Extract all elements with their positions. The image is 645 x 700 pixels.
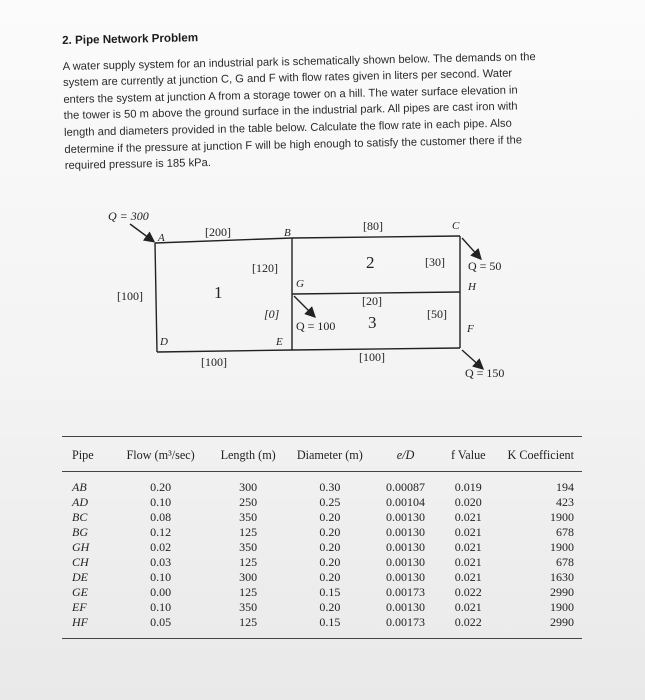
loop-2-number: 2 — [366, 253, 375, 272]
cell-roughness: 0.00130 — [386, 555, 426, 569]
label-len-hf: [50] — [427, 307, 447, 321]
cell-k-coefficient: 678 — [556, 525, 574, 539]
cell-k-coefficient: 1900 — [550, 510, 574, 524]
problem-line: required pressure is 185 kPa. — [64, 157, 212, 173]
node-c: C — [452, 220, 460, 232]
cell-k-coefficient: 678 — [556, 555, 574, 569]
cell-roughness: 0.00130 — [386, 600, 426, 614]
cell-length: 125 — [239, 555, 258, 569]
cell-flow: 0.20 — [150, 480, 172, 494]
table-row — [62, 585, 582, 600]
cell-f-value: 0.020 — [454, 495, 482, 509]
cell-diameter: 0.20 — [319, 540, 341, 554]
cell-diameter: 0.20 — [319, 555, 341, 569]
cell-k-coefficient: 194 — [556, 480, 574, 494]
header-diameter: Diameter (m) — [296, 448, 363, 462]
cell-diameter: 0.20 — [319, 600, 341, 614]
cell-f-value: 0.021 — [454, 525, 482, 539]
problem-line: the tower is 50 m above the ground surface in the industrial park. All pipes are cast iron with — [63, 100, 518, 123]
cell-f-value: 0.022 — [454, 615, 482, 629]
cell-f-value: 0.021 — [454, 570, 482, 584]
cell-length: 250 — [239, 495, 258, 509]
cell-pipe: EF — [72, 600, 87, 614]
cell-length: 125 — [239, 525, 258, 539]
cell-roughness: 0.00130 — [386, 510, 426, 524]
loop-1-number: 1 — [214, 283, 223, 302]
node-d: D — [160, 336, 168, 348]
node-e: E — [276, 336, 283, 348]
problem-line: length and diameters provided in the table below. Calculate the flow rate in each pipe. Also — [63, 117, 512, 139]
cell-k-coefficient: 1630 — [550, 570, 574, 584]
cell-pipe: BC — [72, 510, 88, 524]
cell-f-value: 0.021 — [454, 555, 482, 569]
cell-diameter: 0.20 — [319, 525, 341, 539]
node-f: F — [467, 323, 474, 335]
cell-pipe: BG — [72, 525, 88, 539]
cell-k-coefficient: 1900 — [550, 540, 574, 554]
cell-length: 300 — [239, 570, 258, 584]
cell-flow: 0.03 — [150, 555, 172, 569]
cell-pipe: AD — [72, 495, 88, 509]
cell-length: 350 — [239, 510, 258, 524]
label-len-ab: [200] — [205, 225, 231, 239]
table-row — [62, 510, 582, 525]
node-g: G — [296, 278, 304, 290]
label-len-ch: [30] — [425, 255, 445, 269]
outflow-arrow-c — [462, 238, 480, 258]
cell-f-value: 0.021 — [454, 510, 482, 524]
cell-length: 300 — [239, 480, 258, 494]
problem-line: determine if the pressure at junction F will be high enough to satisfy the customer there if the — [64, 133, 523, 156]
cell-length: 125 — [239, 615, 258, 629]
label-len-gh: [20] — [362, 294, 382, 308]
table-row — [62, 555, 582, 570]
cell-flow: 0.05 — [150, 615, 172, 629]
cell-diameter: 0.15 — [319, 615, 341, 629]
header-length: Length (m) — [220, 448, 276, 462]
cell-diameter: 0.15 — [319, 585, 341, 599]
cell-k-coefficient: 1900 — [550, 600, 574, 614]
cell-flow: 0.10 — [150, 495, 172, 509]
cell-flow: 0.10 — [150, 600, 172, 614]
table-bottom-rule — [62, 638, 582, 639]
cell-f-value: 0.021 — [454, 540, 482, 554]
cell-k-coefficient: 2990 — [550, 615, 574, 629]
label-q-a: Q = 300 — [108, 209, 149, 223]
label-len-ad: [100] — [117, 289, 143, 303]
table-row — [62, 600, 582, 615]
cell-k-coefficient: 2990 — [550, 585, 574, 599]
cell-diameter: 0.20 — [319, 570, 341, 584]
cell-pipe: HF — [72, 615, 88, 629]
problem-line: enters the system at junction A from a storage tower on a hill. The water surface elevation in — [63, 84, 518, 106]
cell-pipe: CH — [72, 555, 89, 569]
header-roughness: e/D — [396, 448, 415, 462]
header-flow: Flow (m³/sec) — [126, 448, 195, 462]
cell-diameter: 0.20 — [319, 510, 341, 524]
table-row — [62, 525, 582, 540]
label-q-g: Q = 100 — [296, 319, 336, 333]
cell-flow: 0.02 — [150, 540, 172, 554]
label-q-f: Q = 150 — [465, 366, 505, 380]
problem-heading: 2. Pipe Network Problem — [62, 31, 199, 47]
label-q-c: Q = 50 — [468, 259, 502, 273]
loop-3-number: 3 — [368, 313, 377, 332]
cell-k-coefficient: 423 — [556, 495, 574, 509]
cell-diameter: 0.30 — [319, 480, 341, 494]
table-row — [62, 495, 582, 510]
cell-diameter: 0.25 — [319, 495, 341, 509]
cell-f-value: 0.022 — [454, 585, 482, 599]
table-top-rule — [62, 436, 582, 437]
cell-roughness: 0.00130 — [386, 525, 426, 539]
cell-pipe: AB — [72, 480, 87, 494]
label-len-bg: [120] — [252, 261, 278, 275]
cell-pipe: GE — [72, 585, 88, 599]
problem-line: system are currently at junction C, G and F with flow rates given in liters per second. Water — [62, 67, 513, 90]
inflow-arrow-a — [130, 224, 153, 241]
header-k-coefficient: K Coefficient — [507, 448, 574, 462]
cell-flow: 0.08 — [150, 510, 172, 524]
node-h: H — [468, 281, 476, 293]
cell-roughness: 0.00173 — [386, 615, 426, 629]
cell-flow: 0.12 — [150, 525, 172, 539]
label-len-ge: [0] — [264, 307, 280, 321]
cell-roughness: 0.00173 — [386, 585, 426, 599]
header-f-value: f Value — [450, 448, 486, 462]
cell-length: 350 — [239, 540, 258, 554]
pipe-bc — [292, 236, 460, 238]
header-pipe: Pipe — [72, 448, 94, 462]
cell-roughness: 0.00130 — [386, 570, 426, 584]
cell-length: 350 — [239, 600, 258, 614]
label-len-bc: [80] — [363, 219, 383, 233]
cell-pipe: DE — [72, 570, 88, 584]
outflow-arrow-g — [294, 296, 314, 316]
label-len-ef: [100] — [359, 350, 385, 364]
cell-roughness: 0.00104 — [386, 495, 426, 509]
table-row — [62, 540, 582, 555]
table-row — [62, 570, 582, 585]
cell-f-value: 0.021 — [454, 600, 482, 614]
cell-length: 125 — [239, 585, 258, 599]
cell-pipe: GH — [72, 540, 90, 554]
pipe-ad — [155, 243, 157, 352]
cell-flow: 0.10 — [150, 570, 172, 584]
cell-f-value: 0.019 — [454, 480, 482, 494]
problem-line: A water supply system for an industrial park is schematically shown below. The demands on the — [62, 50, 536, 73]
node-b: B — [284, 227, 291, 239]
table-row — [62, 615, 582, 630]
cell-roughness: 0.00087 — [386, 480, 426, 494]
cell-roughness: 0.00130 — [386, 540, 426, 554]
table-row — [62, 470, 582, 495]
label-len-de: [100] — [201, 355, 227, 369]
table-header-row — [62, 448, 582, 470]
cell-flow: 0.00 — [150, 585, 172, 599]
pipe-de — [157, 350, 292, 352]
node-a: A — [158, 232, 165, 244]
